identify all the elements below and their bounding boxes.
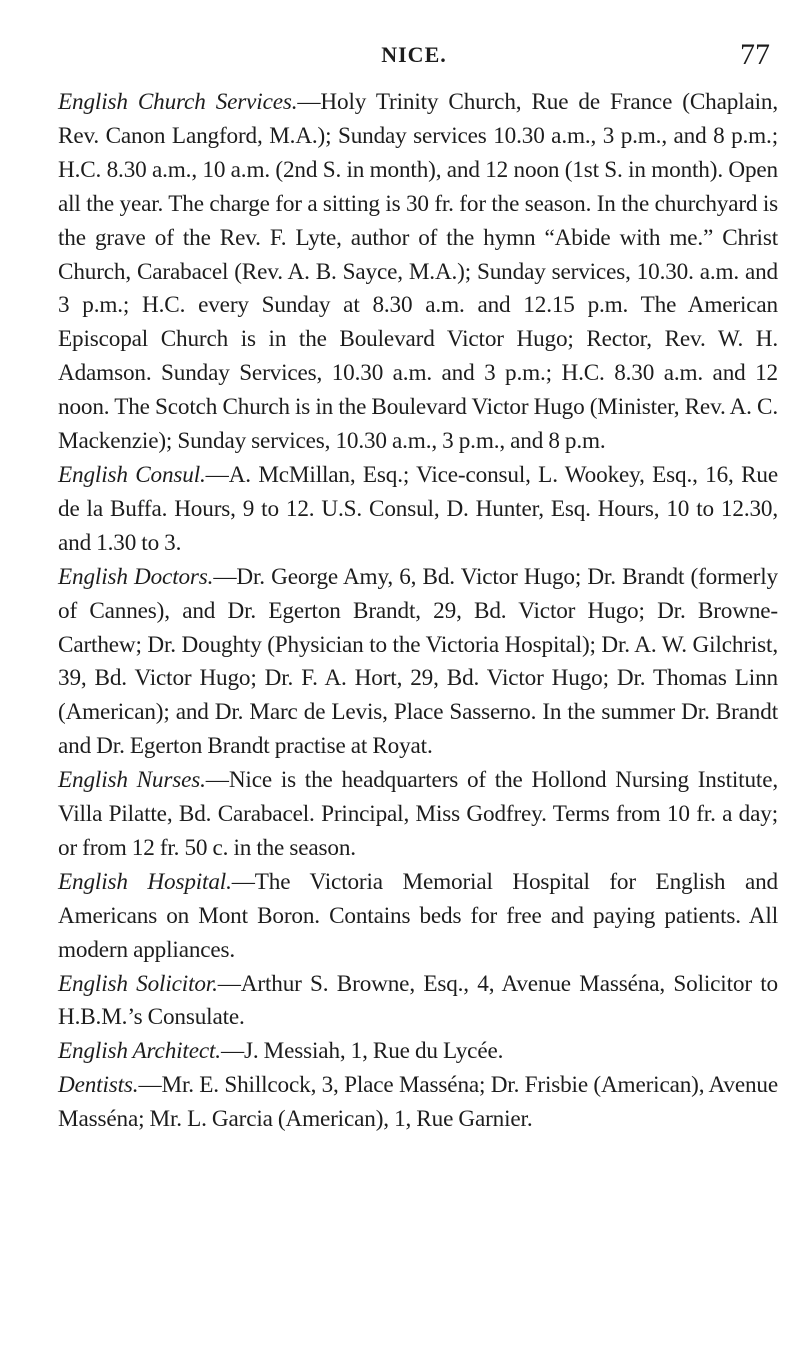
paragraph-nurses (58, 764, 778, 866)
paragraph-church-services (58, 86, 778, 459)
section-text: —Mr. E. Shillcock, 3, Place Masséna; Dr. Frisbie (American), Avenue Masséna; Mr. L. Garcia (American), 1, Rue Garnier. (58, 1072, 778, 1133)
section-text: —Holy Trinity Church, Rue de France (Chaplain, Rev. Canon Langford, M.A.); Sunday services 10.30 a.m., 3 p.m., and 8 p.m.; H.C. 8.30 a.m., 10 a.m. (2nd S. in month), and 12 noon (1st S. in month). Open all the year. The charge for a sitting is 30 fr. for the season. In the churchyard is the grave of the Rev. F. Lyte, author of the hymn “Abide with me.” Christ Church, Carabacel (Rev. A. B. Sayce, M.A.); Sunday services, 10.30. a.m. and 3 p.m.; H.C. every Sunday at 8.30 a.m. and 12.15 p.m. The American Episcopal Church is in the Boulevard Victor Hugo; Rector, Rev. W. H. Adamson. Sunday Services, 10.30 a.m. and 3 p.m.; H.C. 8.30 a.m. and 12 noon. The Scotch Church is in the Boulevard Victor Hugo (Minister, Rev. A. C. Mackenzie); Sunday services, 10.30 a.m., 3 p.m., and 8 p.m. (58, 89, 778, 455)
section-label: Dentists. (58, 1072, 139, 1099)
section-label: English Doctors. (58, 563, 214, 590)
paragraph-dentists (58, 1069, 778, 1137)
section-text: —Nice is the headquarters of the Hollond Nursing Institute, Villa Pilatte, Bd. Carabacel. Principal, Miss Godfrey. Terms from 10 fr. a day; or from 12 fr. 50 c. in the season. (58, 767, 778, 861)
section-text: —J. Messiah, 1, Rue du Lycée. (220, 1038, 504, 1065)
page-number: 77 (740, 38, 770, 71)
section-label: English Architect. (58, 1038, 221, 1065)
running-head (58, 38, 770, 82)
paragraph-architect (58, 1035, 778, 1069)
paragraph-solicitor (58, 968, 778, 1036)
paragraph-consul (58, 459, 778, 561)
section-text: —A. McMillan, Esq.; Vice-consul, L. Wookey, Esq., 16, Rue de la Buffa. Hours, 9 to 12. U.S. Consul, D. Hunter, Esq. Hours, 10 to 12.30, and 1.30 to 3. (58, 461, 778, 556)
section-text: —The Victoria Memorial Hospital for English and Americans on Mont Boron. Contains beds for free and paying patients. All modern appliances. (58, 868, 778, 963)
section-label: English Nurses. (58, 767, 206, 794)
section-text: —Dr. George Amy, 6, Bd. Victor Hugo; Dr. Brandt (formerly of Cannes), and Dr. Egerton Brandt, 29, Bd. Victor Hugo; Dr. Browne-Carthew; Dr. Doughty (Physician to the Victoria Hospital); Dr. A. W. Gilchrist, 39, Bd. Victor Hugo; Dr. F. A. Hort, 29, Bd. Victor Hugo; Dr. Thomas Linn (American); and Dr. Marc de Levis, Place Sasserno. In the summer Dr. Brandt and Dr. Egerton Brandt practise at Royat. (58, 563, 778, 760)
paragraph-hospital (58, 866, 778, 968)
section-text: —Arthur S. Browne, Esq., 4, Avenue Masséna, Solicitor to H.B.M.’s Consulate. (58, 970, 778, 1031)
section-label: English Church Services. (58, 89, 298, 115)
paragraph-doctors (58, 561, 778, 764)
section-label: English Hospital. (58, 868, 232, 895)
section-label: English Solicitor. (58, 970, 218, 997)
running-title: NICE. (381, 42, 447, 67)
page-body (58, 86, 778, 1137)
section-label: English Consul. (58, 461, 206, 488)
